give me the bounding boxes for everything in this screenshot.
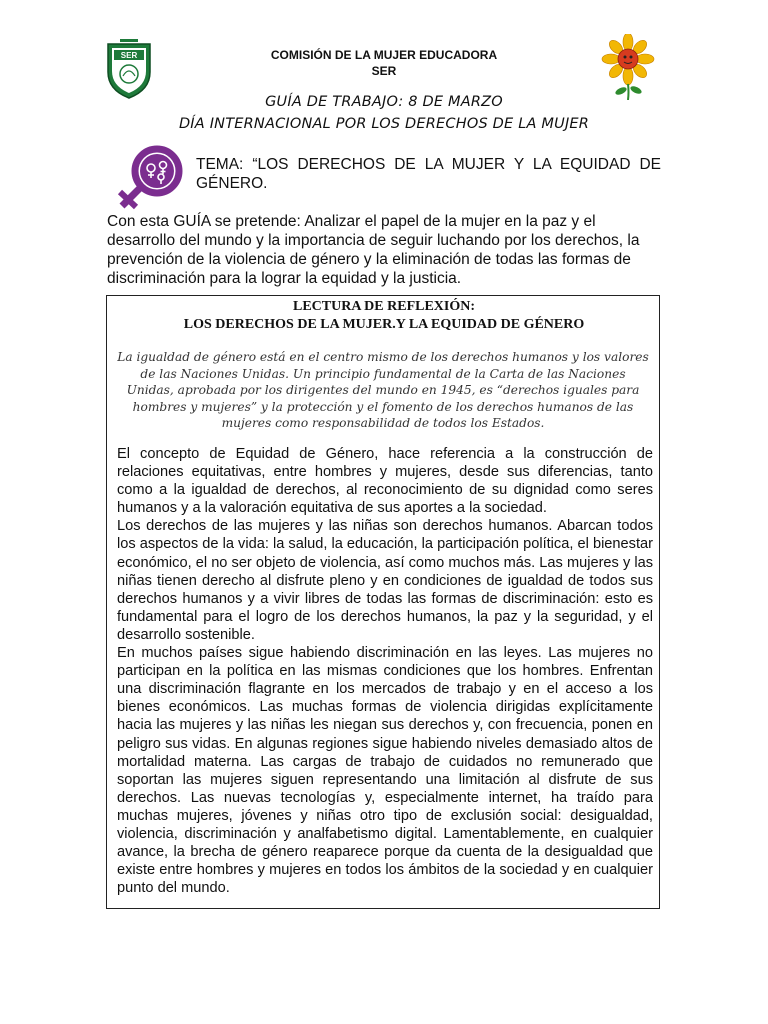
venus-symbol-icon [114, 145, 188, 211]
svg-text:SER: SER [120, 51, 138, 60]
paragraph-discrimination: En muchos países sigue habiendo discriminación en las leyes. Las mujeres no participan en la política en las mismas condiciones que los hombres. Enfrentan una discriminación flagrante en los mercados de trabajo y en el acceso a los bienes económicos. Las muchas formas de violencia dirigidas explícitamente hacia las mujeres y las niñas les niegan sus derechos y, con frecuencia, ponen en peligro sus vidas. En algunas regiones sigue habiendo niveles demasiado altos de mortalidad materna. Las cargas de trabajo de cuidados no remunerado que soportan las mujeres siguen representando una limitación al disfrute de sus derechos. Las nuevas tecnologías y, especialmente internet, ha traído para muchas mujeres, jóvenes y niñas otro tipo de exclusión social: desigualdad, violencia, discriminación y analfabetismo digital. Lamentablemente, en cualquier avance, la brecha de género reaparece porque da cuenta de la desigualdad que existe entre hombres y mujeres en todos los ámbitos de la sociedad y en cualquier punto del mundo. [117, 645, 653, 897]
intro-paragraph: Con esta GUÍA se pretende: Analizar el papel de la mujer en la paz y el desarrollo del mundo y la importancia de seguir luchando por los derechos, la prevención de la violencia de género y la eliminación de todas las formas de discriminación para la lograr la equidad y la justicia. [107, 213, 640, 287]
sunflower-icon [598, 34, 660, 100]
reading-heading: LECTURA DE REFLEXIÓN: [292, 299, 476, 314]
reading-title: LOS DERECHOS DE LA MUJER.Y LA EQUIDAD DE GÉNERO [183, 317, 585, 332]
paragraph-equity: El concepto de Equidad de Género, hace referencia a la construcción de relaciones equitativas, entre hombres y mujeres, desde sus diferencias, tanto como a la igualdad de derechos, al reconocimiento de su dignidad como seres humanos y a la valoración equitativa de sus aportes a la sociedad. [117, 446, 653, 517]
reading-quote: La igualdad de género está en el centro mismo de los derechos humanos y los valores de las Naciones Unidas. Un principio fundamental de la Carta de las Naciones Unidas, aprobada por los dirigentes del mundo en 1945, es “derechos iguales para hombres y mujeres” y la protección y el fomento de los derechos humanos de las mujeres como responsabilidad de todos los Estados. [117, 350, 649, 430]
reading-body [117, 445, 653, 897]
paragraph-rights: Los derechos de las mujeres y las niñas son derechos humanos. Abarcan todos los aspectos de la vida: la salud, la educación, la participación política, el bienestar económico, el no ser objeto de violencia, así como muchos más. Las mujeres y las niñas tienen derecho al disfrute pleno y en condiciones de igualdad de todos sus derechos humanos y a vivir libres de todas las formas de discriminación: esto es fundamental para el logro de los derechos humanos, la paz y la seguridad, y el desarrollo sostenible. [117, 518, 653, 643]
organization-title: COMISIÓN DE LA MUJER EDUCADORA [270, 48, 498, 62]
guide-subtitle: DÍA INTERNACIONAL POR LOS DERECHOS DE LA MUJER [178, 116, 590, 132]
organization-subtitle: SER [371, 64, 397, 78]
topic-heading: TEMA: “LOS DERECHOS DE LA MUJER Y LA EQUIDAD DE GÉNERO. [196, 156, 661, 192]
guide-title: GUÍA DE TRABAJO: 8 DE MARZO [265, 94, 503, 110]
school-crest-icon [104, 38, 154, 102]
reading-box [106, 295, 660, 909]
